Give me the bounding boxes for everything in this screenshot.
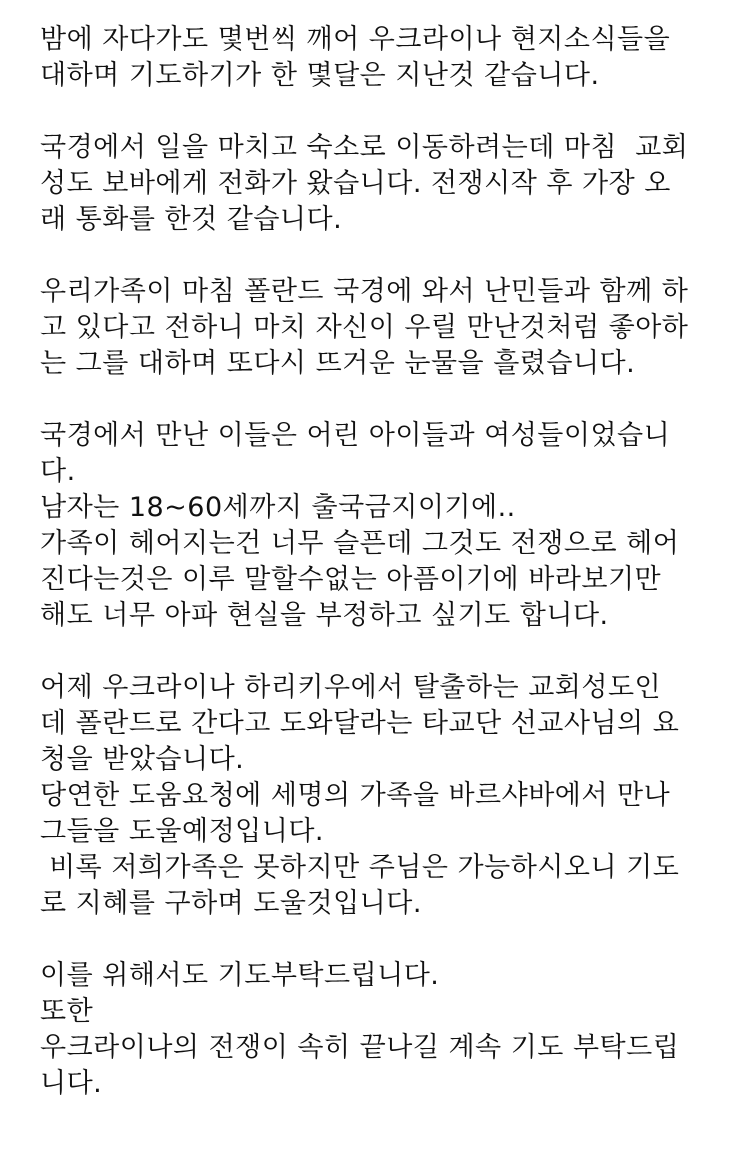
text-line: 우크라이나의 전쟁이 속히 끝나길 계속 기도 부탁드립	[40, 1032, 680, 1063]
text-line: 어제 우크라이나 하리키우에서 탈출하는 교회성도인	[40, 672, 662, 703]
text-line: 는 그를 대하며 또다시 뜨거운 눈물을 흘렸습니다.	[40, 348, 636, 379]
text-line: 밤에 자다가도 몇번씩 깨어 우크라이나 현지소식들을	[40, 24, 671, 55]
text-line: 데 폴란드로 간다고 도와달라는 타교단 선교사님의 요	[40, 708, 680, 739]
text-line: 국경에서 만난 이들은 어린 아이들과 여성들이었습니	[40, 420, 671, 451]
text-line: 로 지혜를 구하며 도울것입니다.	[40, 888, 422, 919]
text-line: 국경에서 일을 마치고 숙소로 이동하려는데 마침 교회	[40, 132, 689, 163]
text-line: 대하며 기도하기가 한 몇달은 지난것 같습니다.	[40, 60, 600, 91]
text-line: 당연한 도움요청에 세명의 가족을 바르샤바에서 만나	[40, 780, 671, 811]
text-line: 남자는 18~60세까지 출국금지이기에..	[40, 492, 516, 523]
paragraph	[40, 130, 720, 238]
text-line: 진다는것은 이루 말할수없는 아픔이기에 바라보기만	[40, 564, 662, 595]
paragraph	[40, 22, 720, 94]
text-line: 이를 위해서도 기도부탁드립니다.	[40, 960, 440, 991]
text-line: 청을 받았습니다.	[40, 744, 245, 775]
paragraph	[40, 670, 720, 922]
text-line: 성도 보바에게 전화가 왔습니다. 전쟁시작 후 가장 오	[40, 168, 671, 199]
text-line: 가족이 헤어지는건 너무 슬픈데 그것도 전쟁으로 헤어	[40, 528, 680, 559]
text-line: 해도 너무 아파 현실을 부정하고 싶기도 합니다.	[40, 600, 609, 631]
text-line: 고 있다고 전하니 마치 자신이 우릴 만난것처럼 좋아하	[40, 312, 689, 343]
text-line: 그들을 도울예정입니다.	[40, 816, 324, 847]
paragraph	[40, 418, 720, 634]
text-line: 또한	[40, 996, 94, 1027]
letter-body	[40, 22, 720, 1102]
text-line: 니다.	[40, 1068, 103, 1099]
text-line: 우리가족이 마침 폴란드 국경에 와서 난민들과 함께 하	[40, 276, 689, 307]
paragraph	[40, 958, 720, 1102]
text-line: 래 통화를 한것 같습니다.	[40, 204, 343, 235]
text-line: 비록 저희가족은 못하지만 주님은 가능하시오니 기도	[40, 852, 680, 883]
paragraph	[40, 274, 720, 382]
text-line: 다.	[40, 456, 76, 487]
